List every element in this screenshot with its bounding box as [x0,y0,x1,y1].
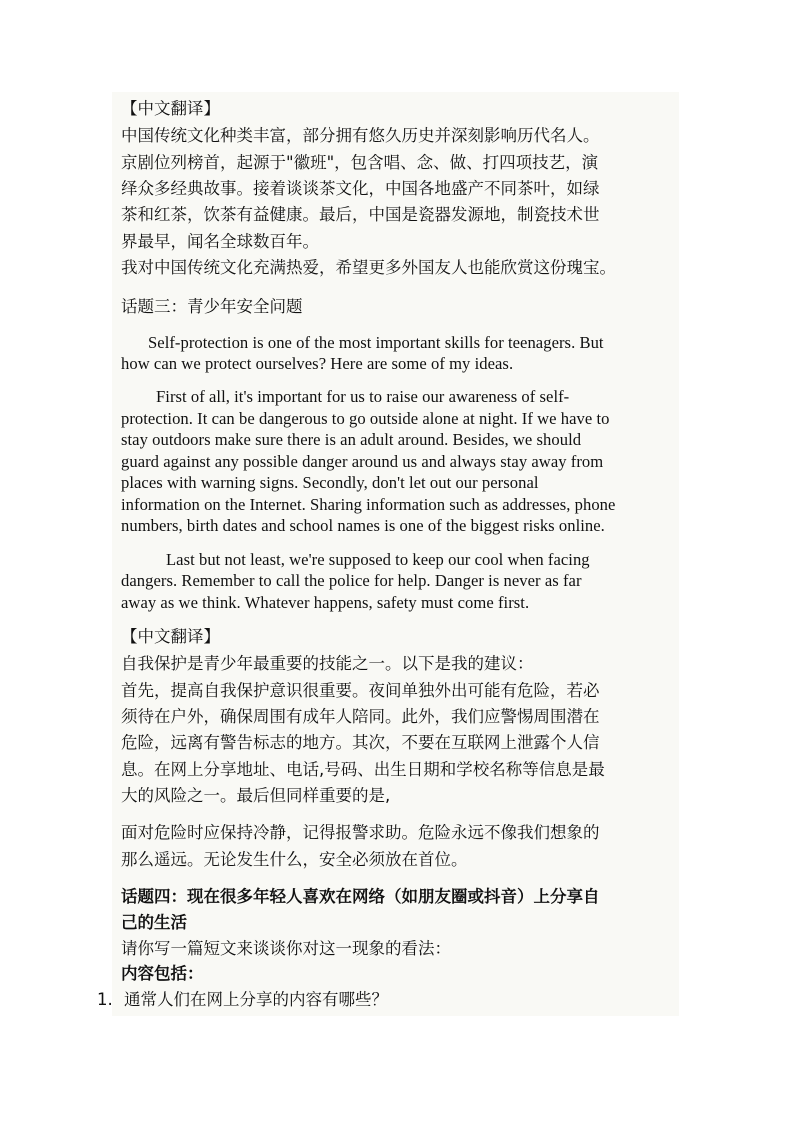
section2-line: 面对危险时应保持冷静，记得报警求助。危险永远不像我们想象的 [121,823,600,842]
essay-line: places with warning signs. Secondly, don't let out our personal [121,473,539,492]
topic3-title: 话题三：青少年安全问题 [121,297,303,316]
section1-line: 京剧位列榜首，起源于"徽班"，包含唱、念、做、打四项技艺，演 [121,153,599,172]
essay-line: Self-protection is one of the most important skills for teenagers. But [148,333,604,352]
essay-line: protection. It can be dangerous to go outside alone at night. If we have to [121,409,610,428]
essay-line: away as we think. Whatever happens, safety must come first. [121,593,530,612]
essay-line: how can we protect ourselves? Here are some of my ideas. [121,354,514,373]
essay-line: guard against any possible danger around us and always stay away from [121,452,604,471]
section2-line: 大的风险之一。最后但同样重要的是, [121,786,391,805]
section2-line: 那么遥远。无论发生什么，安全必须放在首位。 [121,850,468,869]
section2-line: 首先，提高自我保护意识很重要。夜间单独外出可能有危险，若必 [121,681,600,700]
content-label: 内容包括： [121,964,204,983]
section1-line: 绎众多经典故事。接着谈谈茶文化，中国各地盛产不同茶叶，如绿 [121,179,600,198]
section1-line: 界最早，闻名全球数百年。 [121,232,319,251]
essay-line: information on the Internet. Sharing information such as addresses, phone [121,495,616,514]
section2-line: 须待在户外，确保周围有成年人陪同。此外，我们应警惕周围潜在 [121,707,600,726]
essay-line: First of all, it's important for us to raise our awareness of self- [156,387,570,406]
section2-line: 危险，远离有警告标志的地方。其次，不要在互联网上泄露个人信 [121,733,600,752]
list-item: 通常人们在网上分享的内容有哪些？ [124,990,388,1009]
section1-line: 中国传统文化种类丰富，部分拥有悠久历史并深刻影响历代名人。 [121,126,600,145]
topic4-title: 己的生活 [121,913,187,932]
section2-line: 息。在网上分享地址、电话,号码、出生日期和学校名称等信息是最 [121,760,605,779]
essay-line: dangers. Remember to call the police for help. Danger is never as far [121,571,582,590]
section2-heading: 【中文翻译】 [121,627,220,646]
essay-line: Last but not least, we're supposed to keep our cool when facing [166,550,590,569]
essay-line: stay outdoors make sure there is an adult around. Besides, we should [121,430,582,449]
section1-line: 我对中国传统文化充满热爱，希望更多外国友人也能欣赏这份瑰宝。 [121,258,616,277]
topic4-title: 话题四：现在很多年轻人喜欢在网络（如朋友圈或抖音）上分享自 [121,887,600,906]
topic4-prompt: 请你写一篇短文来谈谈你对这一现象的看法： [121,939,451,958]
section1-line: 茶和红茶，饮茶有益健康。最后，中国是瓷器发源地，制瓷技术世 [121,205,600,224]
essay-line: numbers, birth dates and school names is one of the biggest risks online. [121,516,605,535]
section1-heading: 【中文翻译】 [121,99,220,118]
list-item-number: 1. [97,990,113,1009]
section2-line: 自我保护是青少年最重要的技能之一。以下是我的建议： [121,654,534,673]
